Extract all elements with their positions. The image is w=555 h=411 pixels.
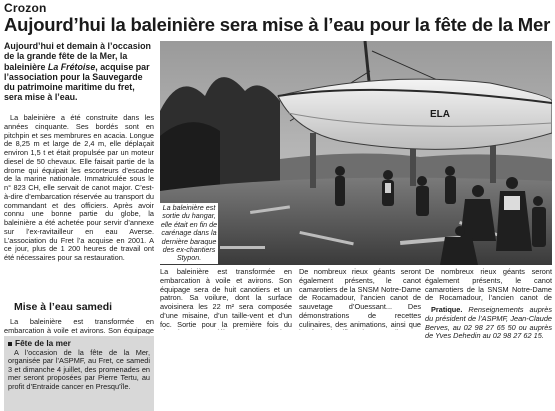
pratique-label: Pratique. [431, 305, 463, 314]
body-column-4 [425, 268, 552, 341]
body-launch-part-1: La baleinière est transformée en embarcation à voile et avirons. Son équipage [4, 318, 154, 334]
lead-text-before: Aujourd’hui et demain à l’occasion de la grande fête de la Mer, la baleinière [4, 41, 151, 72]
body-column-1-lower [4, 318, 154, 334]
fete-de-la-mer-box [4, 336, 154, 411]
body-column-1 [4, 114, 154, 263]
bullet-square-icon [8, 342, 12, 346]
box-body: A l’occasion de la fête de la Mer, organisée par l’ASPMF, au Fret, ce samedi 3 et dimanche 4 juillet, des promenades en mer seront proposées par Pierre Tertu, au profit d’Entraide cancer en Presqu’île. [8, 347, 150, 391]
pratique-note [425, 306, 552, 341]
body-intro: La baleinière a été construite dans les années cinquante. Ses bordés sont en pitchpin et ses membrures en acacia. Longue de 8,25 m et large de 2,4 m, elle déplaçait environ 1,5 t et était propulsée par un moteur diesel de 50 chevaux. Elle faisait partie de la drome qui équipait les escorteurs d’escadre de la marine nationale. Immatriculée sous le n° 823 CH, elle servait de canot major. C’est-à-dire d’embarcation réservée au transport du commandant et des officiers. Après avoir connu une bonne partie du globe, la baleinière a été achetée pour servir d’annexe sur l’ex-ravitailleur en eau Averse. L’association du Fret l’a acquise en 2001. A ce jour, plus de 1 200 heures de travail ont été nécessaires pour sa restauration. [4, 113, 154, 262]
body-launch-part-4: De nombreux rieux géants seront également présents, le canot camarotiers de la SNSM Notre-Dame de Rocamadour, l’ancien canot de [425, 268, 552, 302]
body-launch-part-2: La baleinière est transformée en embarcation à voile et avirons. Son équipage sera de huit canotiers et un patron. Sa voilure, dont la surface avoisinera les 22 m² sera composée d’une misaine, d’un taille-vent et d’un foc. Sortie pour la première fois du [160, 268, 292, 329]
box-title [8, 339, 150, 348]
photo-boat-image [160, 41, 552, 265]
body-column-3 [299, 268, 421, 330]
box-title-text: Fête de la mer [15, 338, 71, 348]
lead-text-after: , acquise par l’association pour la Sauvegarde du patrimoine maritime du fret, sera mise à l’eau. [4, 61, 150, 103]
headline: Aujourd’hui la baleinière sera mise à l’eau pour la fête de la Mer [4, 14, 551, 35]
news-photo [160, 41, 552, 265]
photo-caption: La baleinière est sortie du hangar, elle était en fin de carénage dans la dernière baraque des ex-chantiers Stypon. [160, 203, 218, 263]
hull-registration: ELA [430, 109, 450, 120]
lead-boat-name: La Frétoise [47, 61, 96, 72]
lead-paragraph [4, 41, 154, 103]
body-column-2 [160, 268, 292, 330]
kicker: Crozon [4, 1, 47, 15]
body-launch-part-3: De nombreux rieux géants seront également présents, le canot camarotiers de la SNSM Notre-Dame de Rocamadour, l’ancien canot de sauvetage d’Ouessant... Des démonstrations de recettes culinaires, des animations, ainsi que [299, 268, 421, 329]
pratique-text: Renseignements auprès du président de l’ASPMF, Jean-Claude Berves, au 02 98 27 65 50 ou auprès de Yves Dehedin au 02 98 27 62 15. [425, 305, 552, 341]
subheading: Mise à l’eau samedi [14, 301, 113, 313]
